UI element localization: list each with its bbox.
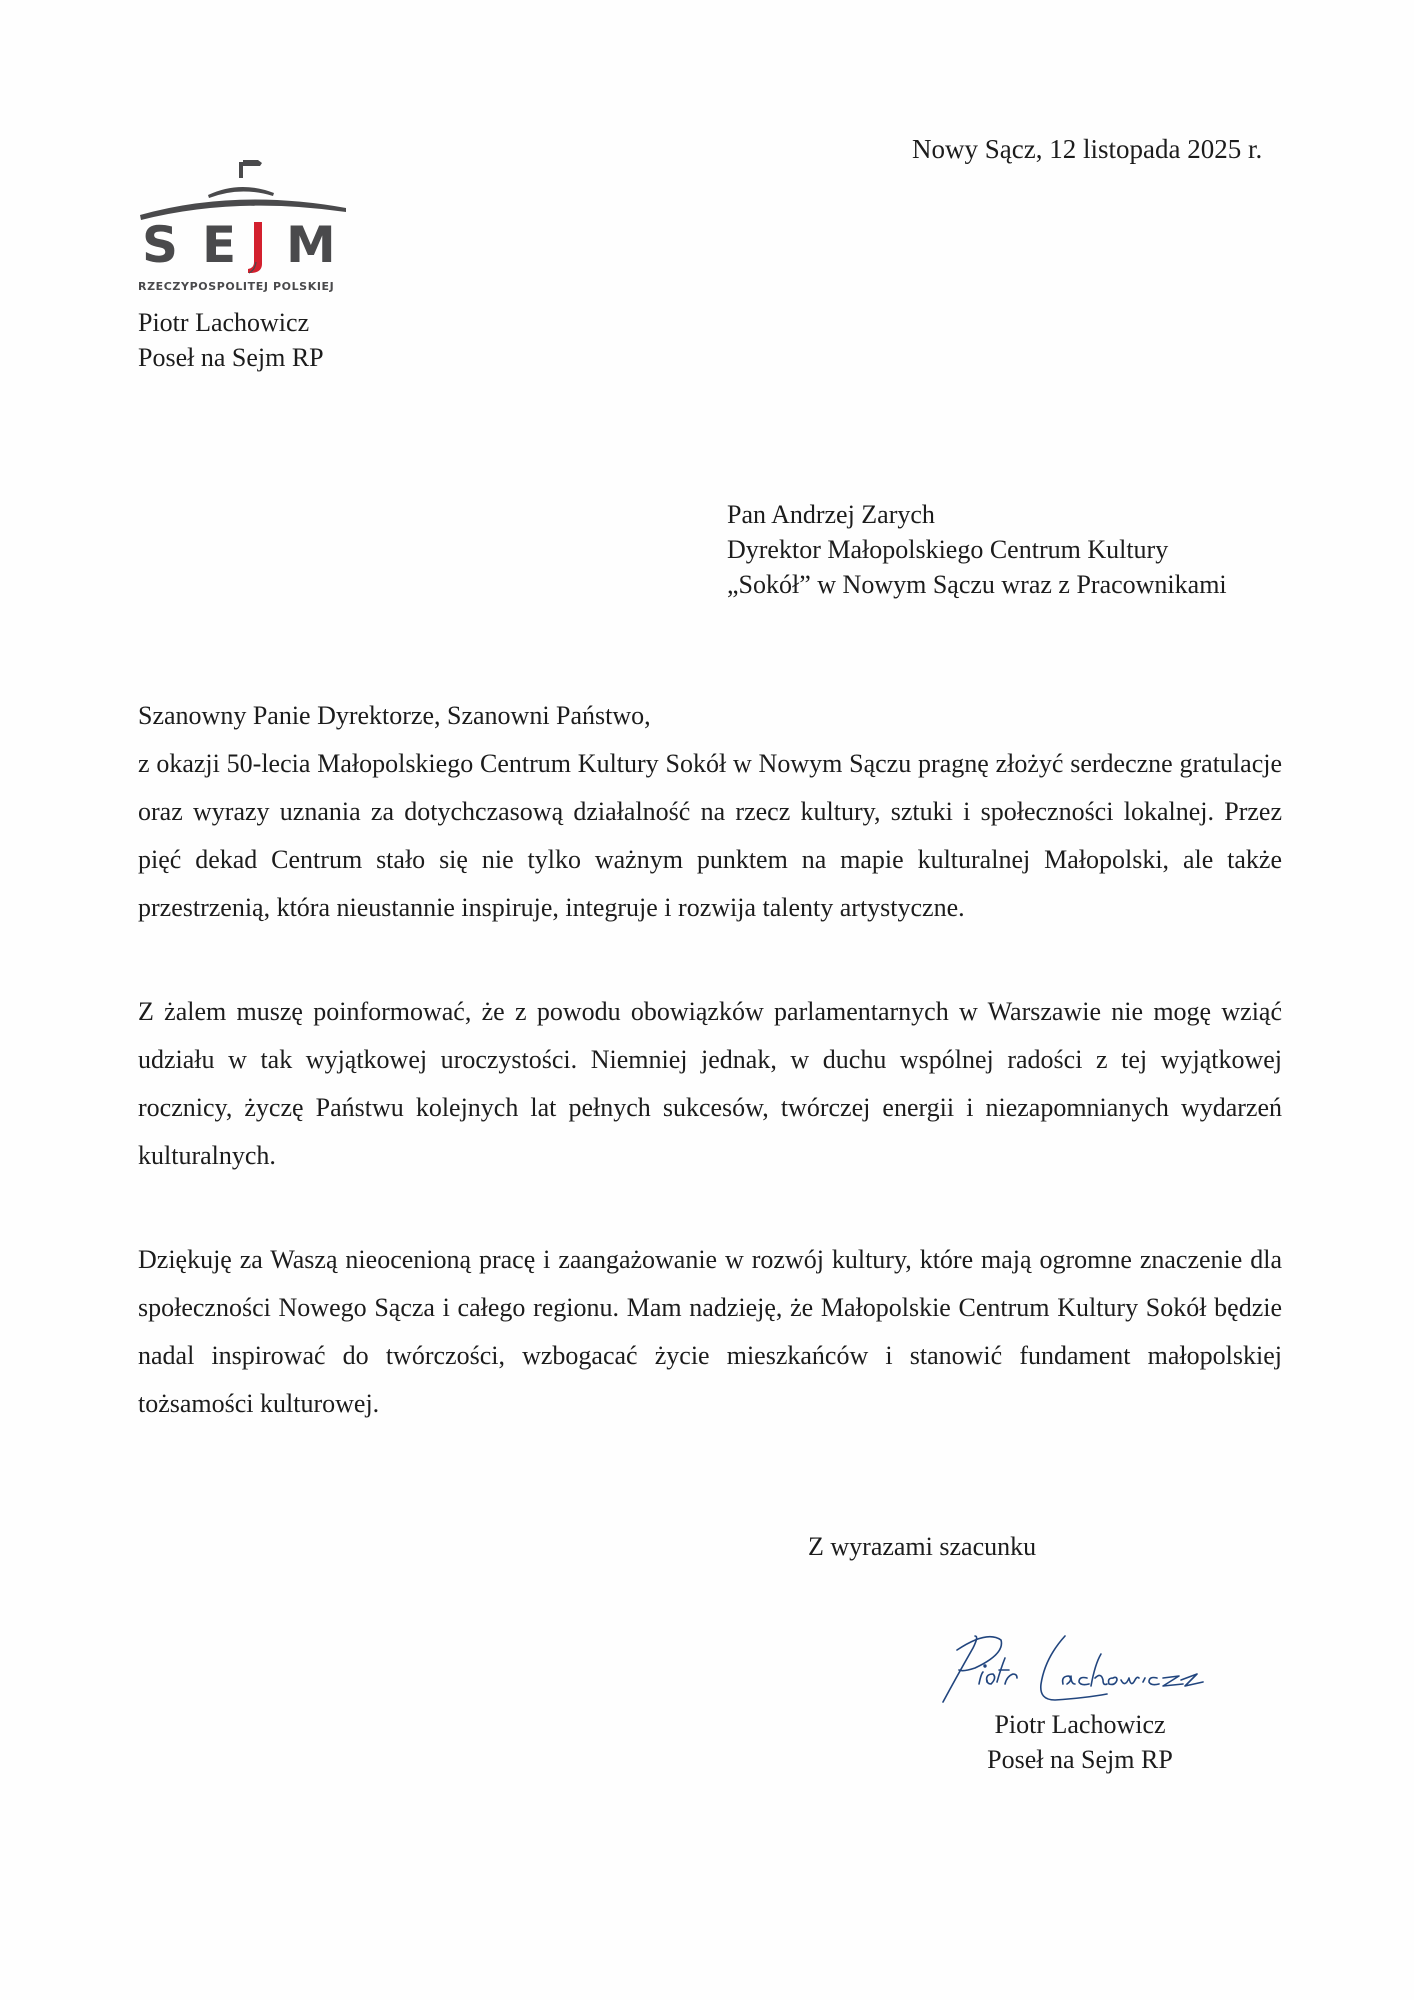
recipient-line: Pan Andrzej Zarych — [727, 500, 935, 529]
body-paragraph: Z żalem muszę poinformować, że z powodu obowiązków parlamentarnych w Warszawie nie mogę wziąć udziału w tak wyjątkowej uroczystości. Niemniej jednak, w duchu wspólnej radości z tej wyjątkowej rocznicy, życzę Państwu kolejnych lat pełnych sukcesów, twórczej energii i niezapomnianych wydarzeń kulturalnych. — [138, 997, 1282, 1170]
logo-letter-e: E — [202, 216, 237, 274]
recipient-line: Dyrektor Małopolskiego Centrum Kultury — [727, 535, 1169, 564]
sender-title: Poseł na Sejm RP — [138, 343, 324, 372]
signer-name: Piotr Lachowicz — [994, 1710, 1166, 1739]
signer-title: Poseł na Sejm RP — [987, 1745, 1173, 1774]
logo-dome-arc — [208, 187, 274, 198]
recipient-block — [727, 497, 1227, 602]
closing-phrase: Z wyrazami szacunku — [808, 1532, 1037, 1561]
salutation: Szanowny Panie Dyrektorze, Szanowni Państwo, — [138, 701, 651, 730]
sender-name: Piotr Lachowicz — [138, 308, 310, 337]
body-paragraph: z okazji 50-lecia Małopolskiego Centrum Kultury Sokół w Nowym Sączu pragnę złożyć serdeczne gratulacje oraz wyrazy uznania za dotychczasową działalność na rzecz kultury, sztuki i społeczności lokalnej. Przez pięć dekad Centrum stało się nie tylko ważnym punktem na mapie kulturalnej Małopolski, ale także przestrzenią, która nieustannie inspiruje, integruje i rozwija talenty artystyczne. — [138, 749, 1282, 922]
signer-block — [970, 1707, 1190, 1777]
logo-letter-s: S — [142, 216, 179, 274]
handwritten-signature-icon — [935, 1628, 1220, 1712]
sejm-logo-icon — [136, 152, 356, 300]
recipient-line: „Sokół” w Nowym Sączu wraz z Pracownikami — [727, 570, 1227, 599]
body-paragraph: Dziękuję za Waszą nieocenioną pracę i zaangażowanie w rozwój kultury, które mają ogromne znaczenie dla społeczności Nowego Sącza i całego regionu. Mam nadzieję, że Małopolskie Centrum Kultury Sokół będzie nadal inspirować do twórczości, wzbogacać życie mieszkańców i stanowić fundament małopolskiej tożsamości kulturowej. — [138, 1245, 1282, 1418]
logo-flag — [239, 160, 262, 178]
letter-date: Nowy Sącz, 12 listopada 2025 r. — [912, 134, 1263, 164]
logo-letter-m: M — [286, 216, 336, 274]
logo-subtitle: RZECZYPOSPOLITEJ POLSKIEJ — [138, 280, 335, 293]
letter-body — [138, 692, 1282, 1428]
sender-block — [138, 305, 324, 375]
